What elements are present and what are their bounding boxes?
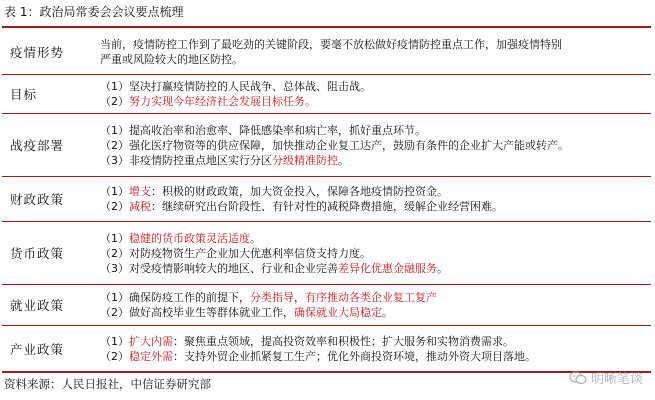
content-line xyxy=(100,290,647,305)
row-content xyxy=(96,75,651,114)
content-line xyxy=(100,246,647,261)
bottom-rule xyxy=(2,371,651,373)
row-category: 就业政策 xyxy=(2,285,96,326)
text-segment: （1） xyxy=(100,335,129,348)
text-segment: 。 xyxy=(338,153,349,167)
content-line xyxy=(100,184,647,199)
highlighted-text: 稳定外需 xyxy=(129,350,173,363)
text-segment: ：继续研究出台阶段性、有针对性的减税降费措施，缓解企业经营困难。 xyxy=(151,200,503,213)
text-segment: （1） xyxy=(100,231,129,245)
text-segment: ：积极的财政政策，加大资金投入，保障各地疫情防控资金。 xyxy=(151,185,448,198)
text-segment: （2）强化医疗物资等的供应保障，加快推动企业复工达产，鼓励有条件的企业扩大产能或转产。 xyxy=(100,138,569,152)
text-segment: （1）提高收治率和治愈率、降低感染率和病亡率，抓好重点环节。 xyxy=(100,123,426,137)
content-line xyxy=(100,153,647,168)
content-line xyxy=(100,334,647,349)
highlighted-text: 确保就业大局稳定 xyxy=(294,306,382,319)
row-content xyxy=(96,326,651,373)
text-segment: （3）非疫情防控重点地区实行分区 xyxy=(100,153,272,167)
content-line xyxy=(100,52,647,67)
text-segment: （2）对防疫物资生产企业加大优惠利率信贷支持力度。 xyxy=(100,246,371,260)
row-category: 货币政策 xyxy=(2,222,96,285)
row-category: 目标 xyxy=(2,75,96,114)
content-line xyxy=(100,37,647,52)
content-line xyxy=(100,94,647,109)
row-content xyxy=(96,177,651,222)
content-line xyxy=(100,305,647,320)
text-segment: 。 xyxy=(250,231,261,245)
text-segment: （2） xyxy=(100,95,129,108)
highlighted-text: 减税 xyxy=(129,200,151,213)
text-segment: 。 xyxy=(382,306,393,319)
policy-summary-table xyxy=(2,30,651,372)
text-segment: ：聚焦重点领域，提高投资效率和积极性；扩大服务和实物消费需求。 xyxy=(173,335,514,348)
text-segment: （2） xyxy=(100,200,129,213)
content-line xyxy=(100,79,647,94)
table-row xyxy=(2,177,651,222)
text-segment: （1）坚决打赢疫情防控的人民战争、总体战、阻击战。 xyxy=(100,80,371,93)
wechat-icon xyxy=(569,371,587,385)
row-category: 财政政策 xyxy=(2,177,96,222)
table-row xyxy=(2,30,651,75)
highlighted-text: 分级精准防控 xyxy=(272,153,338,167)
text-segment: （1） xyxy=(100,185,129,198)
row-category: 疫情形势 xyxy=(2,30,96,75)
text-segment: （2） xyxy=(100,350,129,363)
table-row xyxy=(2,75,651,114)
row-content xyxy=(96,30,651,75)
table-row xyxy=(2,114,651,177)
row-content xyxy=(96,222,651,285)
table-row xyxy=(2,222,651,285)
watermark xyxy=(569,368,643,387)
table-body xyxy=(2,30,651,372)
highlighted-text: 有序推动各类企业复工复产 xyxy=(305,291,437,304)
source-note: 资料来源：人民日报社，中信证券研究部 xyxy=(4,377,211,391)
highlighted-text: 差异化优惠金融服务 xyxy=(338,261,437,275)
content-line xyxy=(100,123,647,138)
row-content xyxy=(96,114,651,177)
watermark-text: 明晰笔谈 xyxy=(590,372,643,387)
text-segment: ：支持外贸企业抓紧复工生产；优化外商投资环境，推动外资大项目落地。 xyxy=(173,350,536,363)
content-line xyxy=(100,231,647,246)
highlighted-text: 稳健的货币政策灵活适度 xyxy=(129,231,250,245)
content-line xyxy=(100,199,647,214)
content-line xyxy=(100,138,647,153)
row-category: 战疫部署 xyxy=(2,114,96,177)
text-segment: （1）确保防疫工作的前提下， xyxy=(100,291,250,304)
table-row xyxy=(2,326,651,373)
text-segment: （3）对受疫情影响较大的地区、行业和企业完善 xyxy=(100,261,338,275)
row-category: 产业政策 xyxy=(10,341,65,357)
content-line xyxy=(100,349,647,364)
top-rule xyxy=(2,26,651,28)
text-segment: 严重或风险较大的地区防控。 xyxy=(100,53,243,66)
text-segment: 当前，疫情防控工作到了最吃劲的关键阶段，要毫不放松做好疫情防控重点工作，加强疫情特别 xyxy=(100,38,562,51)
highlighted-text: 扩大内需 xyxy=(129,335,173,348)
text-segment: 。 xyxy=(437,261,448,275)
highlighted-text: 分类指导 xyxy=(250,291,294,304)
table-title: 表 1：政治局常委会会议要点梳理 xyxy=(4,5,184,19)
table-row xyxy=(2,285,651,326)
text-segment: ， xyxy=(294,291,305,304)
text-segment: （2）做好高校毕业生等群体就业工作， xyxy=(100,306,294,319)
content-line xyxy=(100,261,647,276)
row-content xyxy=(96,285,651,326)
highlighted-text: 努力实现今年经济社会发展目标任务。 xyxy=(129,95,316,108)
highlighted-text: 增支 xyxy=(129,185,151,198)
